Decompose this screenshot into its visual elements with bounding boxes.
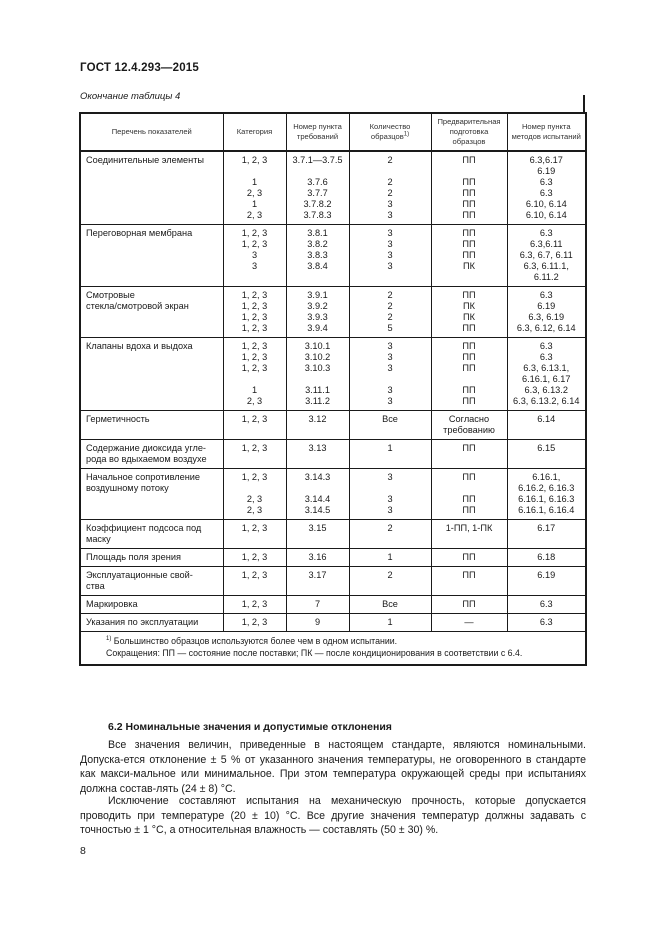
test-method-cell — [507, 614, 586, 632]
sample-count-cell — [349, 440, 431, 469]
test-method-line: 6.3 — [539, 177, 553, 187]
category-cell — [223, 287, 286, 338]
sample-count-line: 2 — [387, 570, 393, 580]
preparation-line: ПП — [462, 494, 476, 504]
sample-count-line: 5 — [387, 323, 393, 333]
test-method-line: 6.19 — [537, 570, 556, 580]
preparation-cell — [431, 287, 507, 338]
page-number: 8 — [80, 845, 86, 857]
indicator-line: стекла/смотровой экран — [86, 301, 189, 311]
paragraph-nominal-values — [80, 738, 586, 796]
table-row — [80, 567, 586, 596]
requirement-item-line: 3.11.2 — [305, 396, 330, 406]
test-method-line: 6.3,6.11 — [529, 239, 563, 249]
sample-count-line: 3 — [387, 199, 393, 209]
sample-count-line: 2 — [387, 312, 393, 322]
category-line: 1, 2, 3 — [241, 323, 268, 333]
sample-count-line: 3 — [387, 228, 393, 238]
indicator-line: Площадь поля зрения — [86, 552, 181, 562]
requirement-item-line: 3.15 — [308, 523, 327, 533]
test-method-line: 6.3 — [539, 617, 553, 627]
preparation-line: ПП — [462, 177, 476, 187]
col-header-sample-count — [349, 113, 431, 151]
preparation-line: — — [464, 617, 474, 627]
indicator-cell — [80, 567, 223, 596]
col-header-sample-count-text: Количество образцов — [369, 122, 411, 141]
requirement-item-cell — [286, 287, 349, 338]
sample-count-cell — [349, 151, 431, 225]
preparation-line: ПП — [462, 199, 476, 209]
preparation-line: ПП — [462, 323, 476, 333]
preparation-cell — [431, 440, 507, 469]
test-method-line: 6.11.2 — [533, 272, 559, 282]
footnote-text: Большинство образцов используются более чем в одном испытании. — [113, 636, 398, 646]
requirement-item-cell — [286, 440, 349, 469]
requirement-item-line: 3.7.8.2 — [303, 199, 332, 209]
category-cell — [223, 411, 286, 440]
preparation-cell — [431, 520, 507, 549]
category-line — [227, 483, 283, 494]
category-line: 1, 2, 3 — [241, 301, 268, 311]
requirement-item-line: 7 — [314, 599, 321, 609]
sample-count-line: 3 — [387, 261, 393, 271]
table-row — [80, 520, 586, 549]
requirement-item-line: 3.9.2 — [307, 301, 328, 311]
preparation-line: ПП — [462, 239, 476, 249]
table-row — [80, 151, 586, 225]
requirement-item-cell — [286, 567, 349, 596]
preparation-cell — [431, 549, 507, 567]
test-method-line: 6.16.2, 6.16.3 — [518, 483, 575, 493]
category-line: 1, 2, 3 — [241, 414, 268, 424]
indicator-line: Клапаны вдоха и выдоха — [86, 341, 193, 351]
test-method-line: 6.3 — [539, 188, 553, 198]
test-method-cell — [507, 520, 586, 549]
preparation-line: ПП — [462, 341, 476, 351]
preparation-line — [435, 272, 504, 283]
requirement-item-line: 3.9.3 — [307, 312, 328, 322]
preparation-cell — [431, 338, 507, 411]
requirement-item-line: 3.9.4 — [307, 323, 328, 333]
indicator-line: Переговорная мембрана — [86, 228, 193, 238]
category-line: 1, 2, 3 — [241, 363, 268, 373]
test-method-cell — [507, 338, 586, 411]
table-row — [80, 469, 586, 520]
requirement-item-line: 3.7.6 — [307, 177, 328, 187]
requirement-item-line — [290, 166, 346, 177]
test-method-line: 6.19 — [537, 301, 556, 311]
category-line: 1, 2, 3 — [241, 228, 268, 238]
requirement-item-line — [290, 483, 346, 494]
category-cell — [223, 614, 286, 632]
preparation-line: ПП — [462, 443, 476, 453]
category-line: 1 — [251, 385, 258, 395]
test-method-line: 6.3 — [539, 599, 553, 609]
indicator-cell — [80, 411, 223, 440]
test-method-line: 6.3 — [539, 290, 553, 300]
category-line: 1, 2, 3 — [241, 352, 268, 362]
test-method-line: 6.17 — [537, 523, 556, 533]
requirement-item-line: 3.14.5 — [304, 505, 331, 515]
sample-count-cell — [349, 567, 431, 596]
table-row — [80, 440, 586, 469]
sample-count-cell — [349, 225, 431, 287]
sample-count-line: 3 — [387, 385, 393, 395]
requirement-item-line: 3.8.3 — [307, 250, 328, 260]
preparation-line: ПП — [462, 155, 476, 165]
requirement-item-line: 3.14.3 — [304, 472, 331, 482]
sample-count-line: 3 — [387, 396, 393, 406]
preparation-cell — [431, 596, 507, 614]
table-row — [80, 338, 586, 411]
test-method-cell — [507, 151, 586, 225]
col-header-requirement-item: Номер пункта требований — [286, 113, 349, 151]
requirements-table-wrapper — [79, 112, 585, 666]
indicator-cell — [80, 469, 223, 520]
requirement-item-line: 3.8.2 — [307, 239, 328, 249]
sample-count-cell — [349, 411, 431, 440]
indicator-line: Начальное сопротивление — [86, 472, 201, 482]
category-cell — [223, 567, 286, 596]
preparation-line — [435, 166, 504, 177]
category-line — [227, 374, 283, 385]
category-line — [227, 272, 283, 283]
test-method-cell — [507, 225, 586, 287]
preparation-line: ПП — [462, 228, 476, 238]
indicator-line: Герметичность — [86, 414, 150, 424]
sample-count-line: 3 — [387, 250, 393, 260]
indicator-line: Коэффициент подсоса под — [86, 523, 202, 533]
category-line — [227, 166, 283, 177]
indicator-cell — [80, 596, 223, 614]
sample-count-cell — [349, 549, 431, 567]
sample-count-cell — [349, 614, 431, 632]
test-method-line: 6.16.1, — [532, 472, 561, 482]
indicator-cell — [80, 614, 223, 632]
requirement-item-cell — [286, 225, 349, 287]
category-cell — [223, 520, 286, 549]
requirement-item-line — [290, 272, 346, 283]
preparation-line: ПК — [463, 261, 475, 271]
requirement-item-line: 3.16 — [308, 552, 327, 562]
section-heading: 6.2 Номинальные значения и допустимые отклонения — [108, 721, 392, 733]
indicator-cell — [80, 225, 223, 287]
requirement-item-line: 3.8.1 — [307, 228, 328, 238]
preparation-line: ПП — [462, 396, 476, 406]
requirement-item-line: 3.13 — [308, 443, 327, 453]
requirement-item-cell — [286, 411, 349, 440]
test-method-line: 6.3, 6.11.1, — [523, 261, 569, 271]
test-method-cell — [507, 287, 586, 338]
sample-count-line — [353, 166, 428, 177]
preparation-line: ПП — [462, 385, 476, 395]
sample-count-line: 2 — [387, 523, 393, 533]
table-header-row — [80, 113, 586, 151]
sample-count-line: 2 — [387, 177, 393, 187]
preparation-line: ПК — [463, 301, 475, 311]
requirement-item-cell — [286, 469, 349, 520]
indicator-line: Смотровые — [86, 290, 135, 300]
sample-count-line: 3 — [387, 472, 393, 482]
preparation-line — [435, 483, 504, 494]
preparation-line: ПП — [462, 599, 476, 609]
sample-count-cell — [349, 520, 431, 549]
preparation-cell — [431, 411, 507, 440]
test-method-line: 6.3,6.17 — [529, 155, 563, 165]
test-method-line: 6.19 — [537, 166, 556, 176]
requirement-item-line: 3.8.4 — [307, 261, 328, 271]
sample-count-line — [353, 272, 428, 283]
sample-count-line: 2 — [387, 188, 393, 198]
paragraph-exceptions — [80, 794, 586, 838]
requirement-item-line: 3.11.1 — [305, 385, 330, 395]
table-footnote-row — [80, 632, 586, 666]
preparation-line: требованию — [443, 425, 495, 435]
paragraph-nominal-values-text: Все значения величин, приведенные в настоящем стандарте, являются номинальными. Допуска-ется отклонение ± 5 % от указанного значения температуры, не оговоренного в стандарте как макси-мальное или минимальное. При этом температура окружающей среды при испытаниях должна состав-лять (24 ± 8) °С. — [80, 739, 586, 795]
test-method-line: 6.3, 6.7, 6.11 — [519, 250, 573, 260]
test-method-cell — [507, 596, 586, 614]
sample-count-line: 2 — [387, 155, 393, 165]
requirement-item-line: 3.7.1—3.7.5 — [292, 155, 343, 165]
preparation-line: ПП — [462, 250, 476, 260]
preparation-line: ПП — [462, 188, 476, 198]
category-line: 1 — [251, 199, 258, 209]
requirement-item-cell — [286, 549, 349, 567]
category-line: 2, 3 — [246, 396, 263, 406]
col-header-preparation: Предварительная подготовка образцов — [431, 113, 507, 151]
test-method-cell — [507, 567, 586, 596]
preparation-line: ПП — [462, 210, 476, 220]
sample-count-line: 3 — [387, 210, 393, 220]
table-row — [80, 614, 586, 632]
sample-count-line: 1 — [387, 552, 393, 562]
sample-count-line: 3 — [387, 505, 393, 515]
category-line: 1, 2, 3 — [241, 472, 268, 482]
sample-count-line: 3 — [387, 494, 393, 504]
category-line: 1, 2, 3 — [241, 523, 268, 533]
requirements-table — [79, 112, 587, 666]
requirement-item-line — [290, 374, 346, 385]
category-line: 2, 3 — [246, 494, 263, 504]
requirement-item-line: 3.14.4 — [304, 494, 331, 504]
preparation-line — [435, 374, 504, 385]
sample-count-line: 3 — [387, 239, 393, 249]
sample-count-line: Все — [382, 414, 398, 424]
test-method-line: 6.3, 6.13.1, — [523, 363, 570, 373]
sample-count-cell — [349, 596, 431, 614]
sample-count-line — [353, 374, 428, 385]
indicator-line: воздушному потоку — [86, 483, 169, 493]
table-row — [80, 411, 586, 440]
category-line: 1, 2, 3 — [241, 570, 268, 580]
requirement-item-line: 3.10.3 — [304, 363, 331, 373]
paragraph-exceptions-text: Исключение составляют испытания на механическую прочность, которые допускается проводить при температуре (20 ± 10) °С. Все другие значения температур должны задавать с точностью ± 1 °С, а относительная влажность — составлять (50 ± 30) %. — [80, 795, 586, 837]
test-method-line: 6.3 — [539, 352, 553, 362]
category-line: 3 — [251, 261, 258, 271]
requirement-item-cell — [286, 338, 349, 411]
test-method-line: 6.3, 6.13.2 — [524, 385, 568, 395]
requirement-item-cell — [286, 596, 349, 614]
test-method-cell — [507, 469, 586, 520]
preparation-line: ПП — [462, 352, 476, 362]
test-method-line: 6.16.1, 6.16.3 — [518, 494, 575, 504]
sample-count-line: 3 — [387, 363, 393, 373]
test-method-line: 6.10, 6.14 — [525, 199, 567, 209]
category-line: 1, 2, 3 — [241, 290, 268, 300]
indicator-line: Соединительные элементы — [86, 155, 205, 165]
requirement-item-cell — [286, 520, 349, 549]
table-right-edge — [583, 95, 585, 113]
test-method-line: 6.10, 6.14 — [525, 210, 567, 220]
preparation-line: ПП — [462, 290, 476, 300]
sample-count-line: 2 — [387, 290, 393, 300]
indicator-cell — [80, 287, 223, 338]
indicator-line: Содержание диоксида угле- — [86, 443, 206, 453]
sample-count-line: 3 — [387, 341, 393, 351]
category-line: 1, 2, 3 — [241, 312, 268, 322]
preparation-line: ПП — [462, 472, 476, 482]
test-method-line: 6.3 — [539, 341, 553, 351]
preparation-cell — [431, 614, 507, 632]
requirement-item-line: 9 — [314, 617, 321, 627]
requirement-item-line: 3.17 — [308, 570, 327, 580]
indicator-line: Маркировка — [86, 599, 138, 609]
test-method-cell — [507, 440, 586, 469]
requirement-item-line: 3.9.1 — [307, 290, 328, 300]
indicator-cell — [80, 549, 223, 567]
preparation-cell — [431, 567, 507, 596]
preparation-cell — [431, 225, 507, 287]
requirement-item-cell — [286, 151, 349, 225]
indicator-line: рода во вдыхаемом воздухе — [86, 454, 207, 464]
test-method-line: 6.3 — [539, 228, 553, 238]
category-line: 1, 2, 3 — [241, 617, 268, 627]
requirement-item-line: 3.10.1 — [304, 341, 331, 351]
sample-count-line: 1 — [387, 443, 393, 453]
requirement-item-line: 3.7.8.3 — [303, 210, 332, 220]
footnote-mark: 1) — [106, 636, 112, 643]
category-line: 1, 2, 3 — [241, 599, 268, 609]
category-cell — [223, 440, 286, 469]
category-cell — [223, 225, 286, 287]
preparation-line: 1-ПП, 1-ПК — [445, 523, 493, 533]
sample-count-line: Все — [382, 599, 398, 609]
requirement-item-cell — [286, 614, 349, 632]
col-header-category: Категория — [223, 113, 286, 151]
preparation-line: ПП — [462, 505, 476, 515]
preparation-line: ПП — [462, 552, 476, 562]
category-line: 1, 2, 3 — [241, 443, 268, 453]
sample-count-cell — [349, 338, 431, 411]
footnote-cell — [80, 632, 586, 666]
indicator-cell — [80, 520, 223, 549]
document-header: ГОСТ 12.4.293—2015 — [80, 62, 199, 74]
preparation-cell — [431, 151, 507, 225]
test-method-cell — [507, 549, 586, 567]
test-method-line: 6.18 — [537, 552, 556, 562]
sample-count-line: 2 — [387, 301, 393, 311]
preparation-line: ПП — [462, 570, 476, 580]
sample-count-line — [353, 483, 428, 494]
category-line: 2, 3 — [246, 505, 263, 515]
test-method-line: 6.15 — [537, 443, 556, 453]
test-method-line: 6.16.1, 6.17 — [521, 374, 571, 384]
test-method-line: 6.16.1, 6.16.4 — [518, 505, 575, 515]
category-cell — [223, 151, 286, 225]
table-row — [80, 225, 586, 287]
indicator-cell — [80, 151, 223, 225]
sample-count-line: 1 — [387, 617, 393, 627]
table-row — [80, 287, 586, 338]
table-row — [80, 549, 586, 567]
test-method-line: 6.3, 6.13.2, 6.14 — [513, 396, 580, 406]
preparation-cell — [431, 469, 507, 520]
category-cell — [223, 469, 286, 520]
category-line: 1, 2, 3 — [241, 552, 268, 562]
preparation-line: Согласно — [448, 414, 490, 424]
category-line: 1 — [251, 177, 258, 187]
footnote — [106, 635, 577, 647]
preparation-line: ПП — [462, 363, 476, 373]
category-cell — [223, 596, 286, 614]
col-header-test-method: Номер пункта методов испытаний — [507, 113, 586, 151]
sample-count-cell — [349, 469, 431, 520]
category-line: 1, 2, 3 — [241, 155, 268, 165]
requirement-item-line: 3.12 — [308, 414, 327, 424]
table-row — [80, 596, 586, 614]
indicator-cell — [80, 440, 223, 469]
test-method-line: 6.3, 6.12, 6.14 — [516, 323, 576, 333]
category-line: 1, 2, 3 — [241, 341, 268, 351]
indicator-cell — [80, 338, 223, 411]
test-method-line: 6.14 — [537, 414, 556, 424]
indicator-line: ства — [86, 581, 105, 591]
preparation-line: ПК — [463, 312, 475, 322]
sample-count-cell — [349, 287, 431, 338]
category-cell — [223, 549, 286, 567]
category-cell — [223, 338, 286, 411]
category-line: 1, 2, 3 — [241, 239, 268, 249]
col-header-indicators: Перечень показателей — [80, 113, 223, 151]
footnote-ref: 1) — [403, 131, 410, 138]
table-caption: Окончание таблицы 4 — [80, 91, 181, 102]
category-line: 2, 3 — [246, 188, 263, 198]
test-method-cell — [507, 411, 586, 440]
category-line: 3 — [251, 250, 258, 260]
requirement-item-line: 3.7.7 — [307, 188, 328, 198]
indicator-line: маску — [86, 534, 111, 544]
indicator-line: Эксплуатационные свой- — [86, 570, 193, 580]
sample-count-line: 3 — [387, 352, 393, 362]
indicator-line: Указания по эксплуатации — [86, 617, 199, 627]
requirement-item-line: 3.10.2 — [304, 352, 331, 362]
category-line: 2, 3 — [246, 210, 263, 220]
test-method-line: 6.3, 6.19 — [528, 312, 565, 322]
abbreviations-note: Сокращения: ПП — состояние после поставки; ПК — после кондиционирования в соответствии с 6.4. — [106, 648, 523, 658]
